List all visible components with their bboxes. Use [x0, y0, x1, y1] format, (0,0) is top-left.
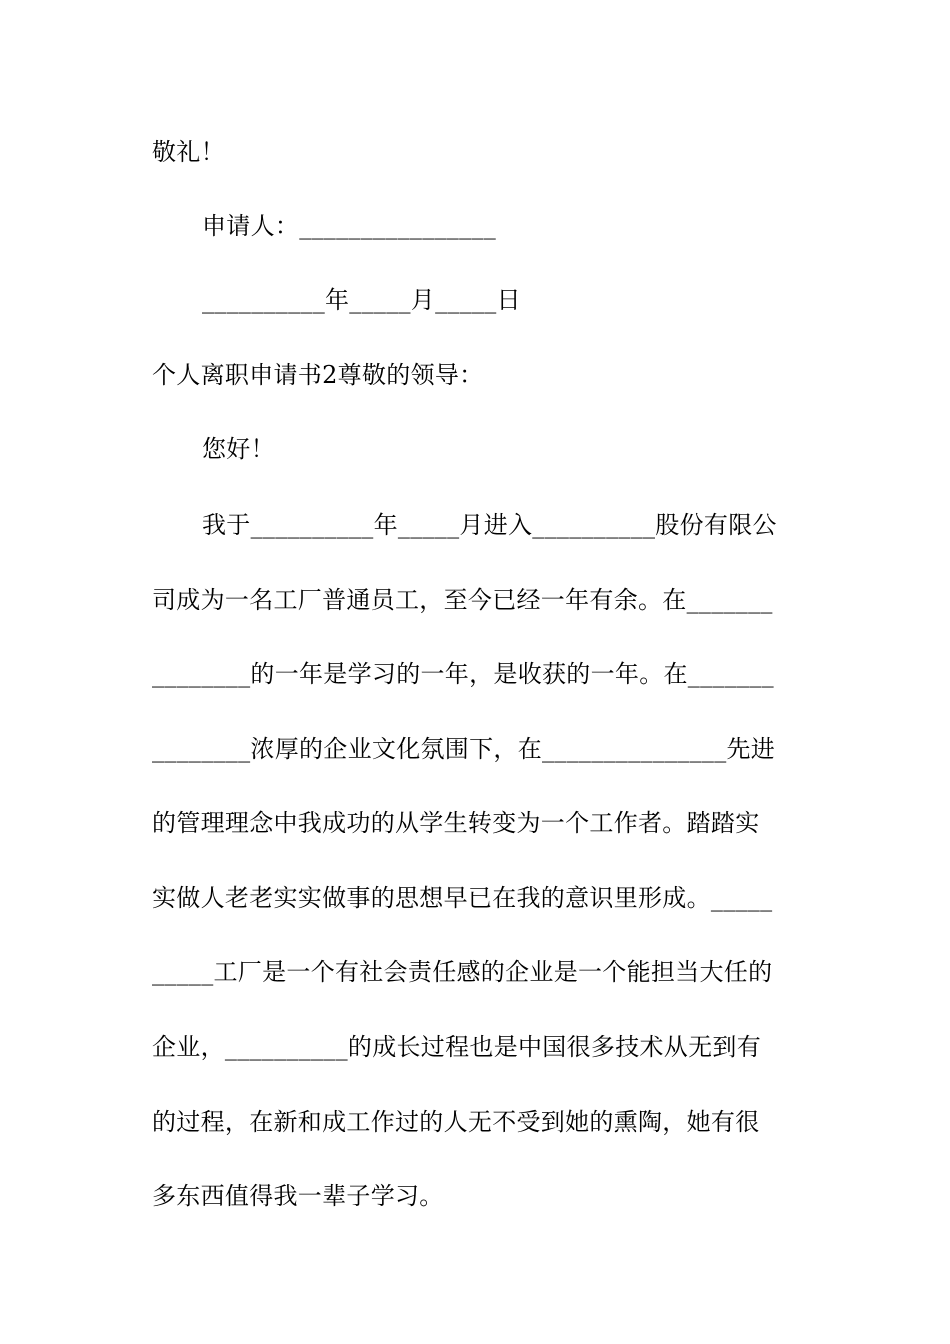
closing-salutation: 敬礼！	[152, 138, 225, 166]
letter-heading: 个人离职申请书2尊敬的领导：	[152, 361, 484, 389]
greeting: 您好！	[202, 435, 275, 463]
body-line: 我于__________年_____月进入__________股份有限公	[202, 511, 777, 539]
body-line: 多东西值得我一辈子学习。	[152, 1182, 444, 1210]
date-line: __________年_____月_____日	[202, 286, 521, 314]
body-line: 司成为一名工厂普通员工，至今已经一年有余。在_______	[152, 586, 773, 614]
applicant-signature-line: 申请人：________________	[202, 212, 496, 240]
body-line: 的过程，在新和成工作过的人无不受到她的熏陶，她有很	[152, 1108, 760, 1136]
body-line: 的管理理念中我成功的从学生转变为一个工作者。踏踏实	[152, 809, 760, 837]
body-line: ________浓厚的企业文化氛围下，在_______________先进	[152, 735, 776, 763]
body-line: 实做人老老实实做事的思想早已在我的意识里形成。_____	[152, 884, 773, 912]
body-line: _____工厂是一个有社会责任感的企业是一个能担当大任的	[152, 958, 773, 986]
body-line: ________的一年是学习的一年，是收获的一年。在_______	[152, 660, 774, 688]
body-line: 企业，__________的成长过程也是中国很多技术从无到有	[152, 1033, 761, 1061]
